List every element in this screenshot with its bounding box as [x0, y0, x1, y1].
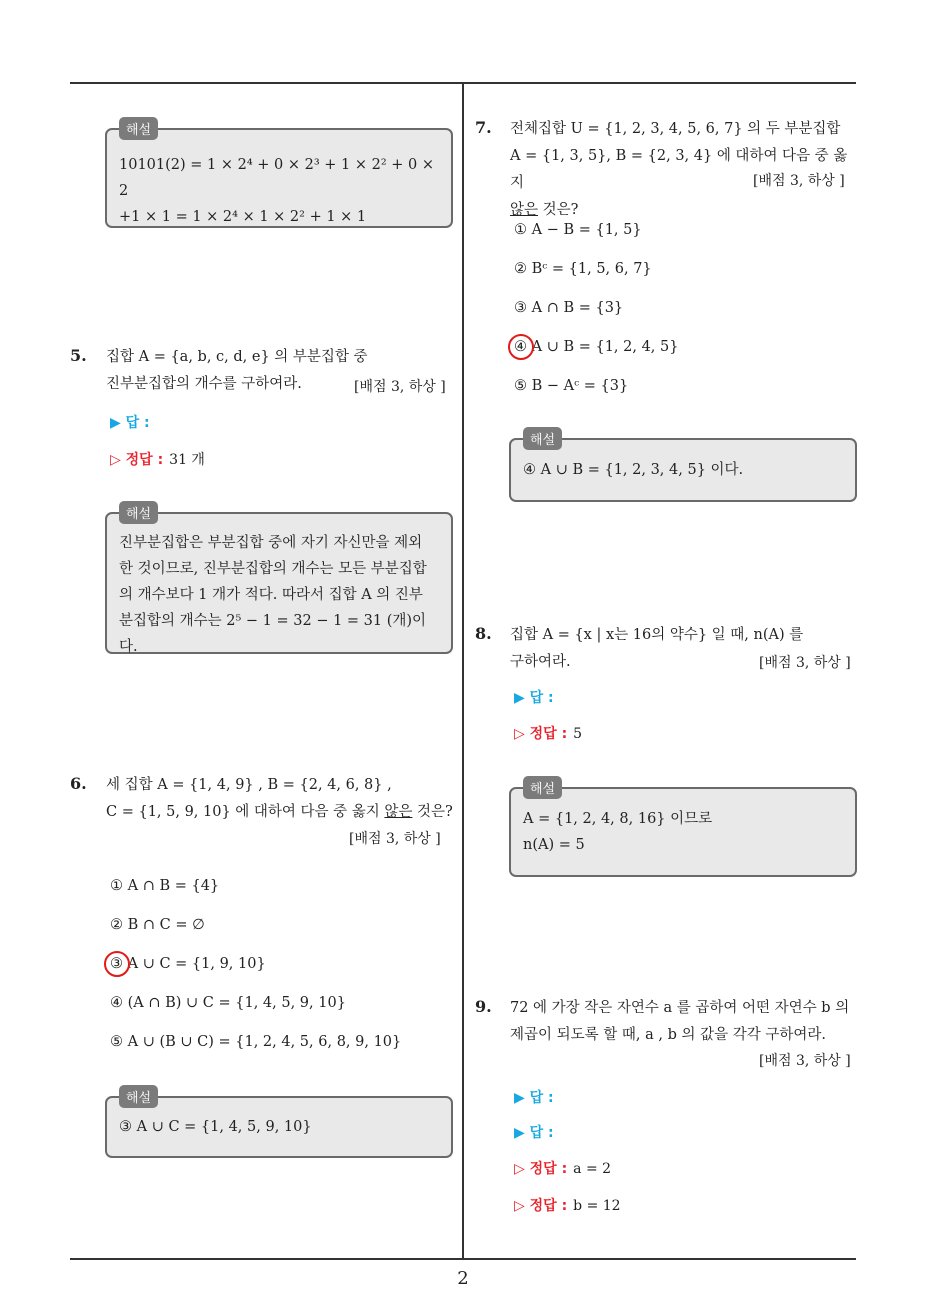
- q8-answer-prompt: ▶ 답 :: [514, 690, 554, 706]
- q9-answer-value-2: b = 12: [573, 1198, 621, 1214]
- q7-line2: A = {1, 3, 5}, B = {2, 3, 4} 에 대하여 다음 중 옳지: [510, 148, 848, 191]
- q9-correct-answer-2: [514, 1195, 621, 1215]
- q7-line1: 전체집합 U = {1, 2, 3, 4, 5, 6, 7} 의 두 부분집합: [510, 121, 841, 137]
- q5-answer-prompt: ▶ 답 :: [110, 415, 150, 431]
- column-divider: [462, 82, 464, 1260]
- q7-choice-4[interactable]: ④ A ∪ B = {1, 2, 4, 5}: [514, 339, 679, 355]
- q5-solution-line1: 진부분집합은 부분집합 중에 자기 자신만을 제외: [119, 535, 423, 551]
- q5-solution-line4: 분집합의 개수는 2⁵ − 1 = 32 − 1 = 31 (개)이다.: [119, 613, 427, 655]
- q6-choice-3[interactable]: ③ A ∪ C = {1, 9, 10}: [110, 956, 266, 972]
- solution-tag: 해설: [523, 776, 562, 799]
- q8-correct-answer: [514, 723, 582, 743]
- q8-meta: [배점 3, 하상 ]: [759, 655, 851, 671]
- q5-solution-box: [105, 507, 453, 655]
- q5-solution-line3: 의 개수보다 1 개가 적다. 따라서 집합 A 의 진부: [119, 587, 423, 603]
- q6-choice-1[interactable]: ① A ∩ B = {4}: [110, 878, 220, 894]
- q9-line2: 제곱이 되도록 할 때, a , b 의 값을 각각 구하여라.: [510, 1027, 826, 1043]
- q6-answer-circle: [104, 951, 130, 977]
- q6-solution: ③ A ∪ C = {1, 4, 5, 9, 10}: [119, 1119, 312, 1135]
- top-solution-line1: 10101(2) = 1 × 2⁴ + 0 × 2³ + 1 × 2² + 0 × 2: [119, 157, 435, 199]
- solution-tag: 해설: [119, 117, 158, 140]
- q6-solution-box: [105, 1091, 453, 1158]
- q7-line3: 않은 것은?: [510, 202, 579, 218]
- q6-meta: [배점 3, 하상 ]: [349, 831, 441, 847]
- q8-answer-value: 5: [573, 726, 583, 742]
- q9-text: [510, 995, 860, 1049]
- q7-solution: ④ A ∪ B = {1, 2, 3, 4, 5} 이다.: [523, 462, 744, 478]
- q7-choice-1[interactable]: ① A − B = {1, 5}: [514, 222, 642, 238]
- q5-answer-value: 31 개: [169, 452, 205, 468]
- q5-line2: 진부분집합의 개수를 구하여라.: [106, 376, 302, 392]
- q7-answer-circle: [508, 334, 534, 360]
- q8-solution-box: [509, 782, 857, 877]
- q7-choice-3[interactable]: ③ A ∩ B = {3}: [514, 300, 624, 316]
- q8-number: 8.: [475, 624, 492, 643]
- page-number: 2: [457, 1268, 469, 1289]
- q6-number: 6.: [70, 774, 87, 793]
- q5-meta: [배점 3, 하상 ]: [354, 379, 446, 395]
- q6-choice-5[interactable]: ⑤ A ∪ (B ∪ C) = {1, 2, 4, 5, 6, 8, 9, 10}: [110, 1034, 402, 1050]
- correct-prefix: ▷ 정답 :: [110, 452, 164, 468]
- q7-choice-2[interactable]: ② Bᶜ = {1, 5, 6, 7}: [514, 261, 652, 277]
- q5-line1: 집합 A = {a, b, c, d, e} 의 부분집합 중: [106, 349, 368, 365]
- q8-solution-line1: A = {1, 2, 4, 8, 16} 이므로: [523, 811, 713, 827]
- solution-tag: 해설: [119, 501, 158, 524]
- top-solution-line2: +1 × 1 = 1 × 2⁴ × 1 × 2² + 1 × 1: [119, 209, 367, 225]
- q7-meta: [배점 3, 하상 ]: [753, 173, 845, 189]
- q9-answer-prompt-1: ▶ 답 :: [514, 1090, 554, 1106]
- q9-correct-answer-1: [514, 1158, 611, 1178]
- correct-prefix: ▷ 정답 :: [514, 1198, 568, 1214]
- q8-solution-line2: n(A) = 5: [523, 837, 585, 853]
- q9-answer-prompt-2: ▶ 답 :: [514, 1125, 554, 1141]
- q9-answer-value-1: a = 2: [573, 1161, 612, 1177]
- q5-solution-line2: 한 것이므로, 진부분집합의 개수는 모든 부분집합: [119, 561, 427, 577]
- q6-text: [106, 772, 456, 826]
- solution-tag: 해설: [119, 1085, 158, 1108]
- q6-choice-4[interactable]: ④ (A ∩ B) ∪ C = {1, 4, 5, 9, 10}: [110, 995, 346, 1011]
- q6-line1: 세 집합 A = {1, 4, 9} , B = {2, 4, 6, 8} ,: [106, 777, 392, 793]
- q7-solution-box: [509, 433, 857, 502]
- q8-line2: 구하여라.: [510, 654, 571, 670]
- solution-tag: 해설: [523, 427, 562, 450]
- q9-meta: [배점 3, 하상 ]: [759, 1053, 851, 1069]
- q9-line1: 72 에 가장 작은 자연수 a 를 곱하여 어떤 자연수 b 의: [510, 1000, 850, 1016]
- q6-line2: C = {1, 5, 9, 10} 에 대하여 다음 중 옳지 않은 것은?: [106, 804, 453, 820]
- correct-prefix: ▷ 정답 :: [514, 726, 568, 742]
- q5-correct-answer: [110, 449, 205, 469]
- q8-line1: 집합 A = {x | x는 16의 약수} 일 때, n(A) 를: [510, 627, 804, 643]
- q9-number: 9.: [475, 997, 492, 1016]
- q6-choice-2[interactable]: ② B ∩ C = ∅: [110, 917, 205, 933]
- top-solution-box: [105, 123, 453, 228]
- q5-number: 5.: [70, 346, 87, 365]
- q7-number: 7.: [475, 118, 492, 137]
- q7-choice-5[interactable]: ⑤ B − Aᶜ = {3}: [514, 378, 629, 394]
- correct-prefix: ▷ 정답 :: [514, 1161, 568, 1177]
